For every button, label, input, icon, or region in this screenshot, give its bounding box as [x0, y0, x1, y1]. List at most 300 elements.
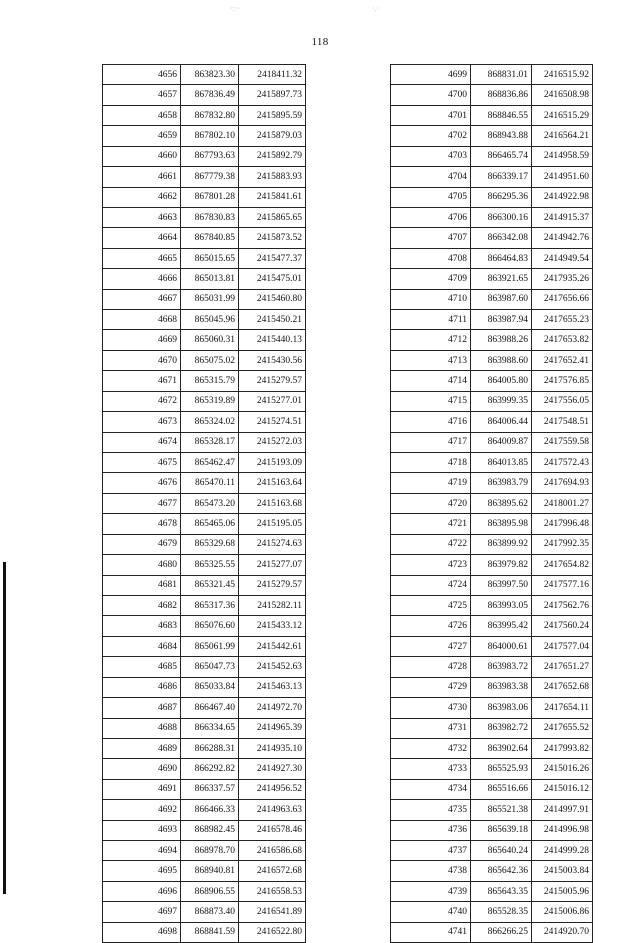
x-coordinate-cell: 865473.20 — [181, 493, 239, 513]
point-number-cell: 4707 — [391, 228, 471, 248]
point-number-cell: 4656 — [103, 65, 181, 85]
y-coordinate-cell: 2415430.56 — [239, 350, 306, 370]
point-number-cell: 4710 — [391, 289, 471, 309]
point-number-cell: 4658 — [103, 105, 181, 125]
x-coordinate-cell: 865031.99 — [181, 289, 239, 309]
table-row — [391, 167, 593, 187]
x-coordinate-cell: 863895.62 — [471, 493, 532, 513]
table-row — [391, 779, 593, 799]
table-row — [103, 146, 306, 166]
point-number-cell: 4673 — [103, 412, 181, 432]
point-number-cell: 4693 — [103, 820, 181, 840]
point-number-cell: 4740 — [391, 902, 471, 922]
table-row — [391, 575, 593, 595]
x-coordinate-cell: 865516.66 — [471, 779, 532, 799]
table-row — [103, 371, 306, 391]
table-row — [391, 207, 593, 227]
table-row — [103, 575, 306, 595]
table-row — [103, 432, 306, 452]
x-coordinate-cell: 863823.30 — [181, 65, 239, 85]
point-number-cell: 4741 — [391, 922, 471, 942]
point-number-cell: 4738 — [391, 861, 471, 881]
table-row — [391, 861, 593, 881]
point-number-cell: 4714 — [391, 371, 471, 391]
table-row — [103, 595, 306, 615]
y-coordinate-cell: 2414996.98 — [532, 820, 593, 840]
x-coordinate-cell: 863987.60 — [471, 289, 532, 309]
y-coordinate-cell: 2417655.23 — [532, 310, 593, 330]
table-row — [391, 453, 593, 473]
x-coordinate-cell: 864000.61 — [471, 636, 532, 656]
table-row — [391, 881, 593, 901]
table-row — [391, 85, 593, 105]
table-row — [391, 432, 593, 452]
table-row — [103, 228, 306, 248]
point-number-cell: 4683 — [103, 616, 181, 636]
x-coordinate-cell: 866334.65 — [181, 718, 239, 738]
table-row — [103, 738, 306, 758]
y-coordinate-cell: 2416515.29 — [532, 105, 593, 125]
x-coordinate-cell: 863979.82 — [471, 555, 532, 575]
table-row — [103, 759, 306, 779]
y-coordinate-cell: 2416564.21 — [532, 126, 593, 146]
table-row — [103, 698, 306, 718]
table-row — [103, 207, 306, 227]
table-row — [103, 391, 306, 411]
y-coordinate-cell: 2415193.09 — [239, 453, 306, 473]
point-number-cell: 4732 — [391, 738, 471, 758]
point-number-cell: 4672 — [103, 391, 181, 411]
table-row — [391, 616, 593, 636]
x-coordinate-cell: 866342.08 — [471, 228, 532, 248]
table-row — [103, 636, 306, 656]
point-number-cell: 4739 — [391, 881, 471, 901]
point-number-cell: 4734 — [391, 779, 471, 799]
x-coordinate-cell: 868940.81 — [181, 861, 239, 881]
y-coordinate-cell: 2414949.54 — [532, 248, 593, 268]
table-row — [103, 350, 306, 370]
x-coordinate-cell: 865525.93 — [471, 759, 532, 779]
y-coordinate-cell: 2417651.27 — [532, 657, 593, 677]
y-coordinate-cell: 2416586.68 — [239, 841, 306, 861]
x-coordinate-cell: 865047.73 — [181, 657, 239, 677]
y-coordinate-cell: 2414935.10 — [239, 738, 306, 758]
y-coordinate-cell: 2415879.03 — [239, 126, 306, 146]
y-coordinate-cell: 2414956.52 — [239, 779, 306, 799]
y-coordinate-cell: 2414951.60 — [532, 167, 593, 187]
x-coordinate-cell: 865640.24 — [471, 841, 532, 861]
x-coordinate-cell: 864005.80 — [471, 371, 532, 391]
x-coordinate-cell: 863988.26 — [471, 330, 532, 350]
point-number-cell: 4713 — [391, 350, 471, 370]
table-row — [391, 228, 593, 248]
table-row — [103, 922, 306, 942]
y-coordinate-cell: 2417562.76 — [532, 595, 593, 615]
point-number-cell: 4696 — [103, 881, 181, 901]
x-coordinate-cell: 867779.38 — [181, 167, 239, 187]
x-coordinate-cell: 865317.36 — [181, 595, 239, 615]
table-row — [391, 146, 593, 166]
table-row — [391, 657, 593, 677]
point-number-cell: 4702 — [391, 126, 471, 146]
point-number-cell: 4697 — [103, 902, 181, 922]
point-number-cell: 4676 — [103, 473, 181, 493]
table-row — [103, 289, 306, 309]
table-row — [391, 922, 593, 942]
point-number-cell: 4657 — [103, 85, 181, 105]
x-coordinate-cell: 865319.89 — [181, 391, 239, 411]
point-number-cell: 4706 — [391, 207, 471, 227]
y-coordinate-cell: 2414922.98 — [532, 187, 593, 207]
point-number-cell: 4686 — [103, 677, 181, 697]
coordinate-table-right — [390, 64, 593, 943]
point-number-cell: 4717 — [391, 432, 471, 452]
x-coordinate-cell: 865075.02 — [181, 350, 239, 370]
y-coordinate-cell: 2415272.03 — [239, 432, 306, 452]
point-number-cell: 4691 — [103, 779, 181, 799]
x-coordinate-cell: 866339.17 — [471, 167, 532, 187]
table-row — [391, 473, 593, 493]
x-coordinate-cell: 868836.86 — [471, 85, 532, 105]
table-row — [103, 616, 306, 636]
x-coordinate-cell: 865470.11 — [181, 473, 239, 493]
table-row — [391, 718, 593, 738]
y-coordinate-cell: 2415895.59 — [239, 105, 306, 125]
point-number-cell: 4736 — [391, 820, 471, 840]
x-coordinate-cell: 866466.33 — [181, 800, 239, 820]
x-coordinate-cell: 865045.96 — [181, 310, 239, 330]
x-coordinate-cell: 865521.38 — [471, 800, 532, 820]
table-row — [391, 310, 593, 330]
y-coordinate-cell: 2415163.68 — [239, 493, 306, 513]
table-row — [103, 85, 306, 105]
point-number-cell: 4709 — [391, 269, 471, 289]
table-row — [103, 167, 306, 187]
y-coordinate-cell: 2414942.76 — [532, 228, 593, 248]
table-row — [103, 473, 306, 493]
point-number-cell: 4698 — [103, 922, 181, 942]
point-number-cell: 4694 — [103, 841, 181, 861]
table-row — [391, 555, 593, 575]
y-coordinate-cell: 2417560.24 — [532, 616, 593, 636]
x-coordinate-cell: 864009.87 — [471, 432, 532, 452]
point-number-cell: 4724 — [391, 575, 471, 595]
table-row — [103, 657, 306, 677]
point-number-cell: 4665 — [103, 248, 181, 268]
scan-noise: ·.· — [372, 4, 380, 13]
y-coordinate-cell: 2417653.82 — [532, 330, 593, 350]
x-coordinate-cell: 865033.84 — [181, 677, 239, 697]
y-coordinate-cell: 2414915.37 — [532, 207, 593, 227]
y-coordinate-cell: 2414997.91 — [532, 800, 593, 820]
y-coordinate-cell: 2414972.70 — [239, 698, 306, 718]
table-row — [391, 65, 593, 85]
x-coordinate-cell: 865639.18 — [471, 820, 532, 840]
x-coordinate-cell: 865324.02 — [181, 412, 239, 432]
y-coordinate-cell: 2415897.73 — [239, 85, 306, 105]
x-coordinate-cell: 863993.05 — [471, 595, 532, 615]
x-coordinate-cell: 866337.57 — [181, 779, 239, 799]
y-coordinate-cell: 2417652.68 — [532, 677, 593, 697]
point-number-cell: 4718 — [391, 453, 471, 473]
y-coordinate-cell: 2415195.05 — [239, 514, 306, 534]
y-coordinate-cell: 2415873.52 — [239, 228, 306, 248]
y-coordinate-cell: 2414965.39 — [239, 718, 306, 738]
x-coordinate-cell: 867830.83 — [181, 207, 239, 227]
x-coordinate-cell: 863902.64 — [471, 738, 532, 758]
point-number-cell: 4661 — [103, 167, 181, 187]
point-number-cell: 4723 — [391, 555, 471, 575]
x-coordinate-cell: 863987.94 — [471, 310, 532, 330]
x-coordinate-cell: 863983.06 — [471, 698, 532, 718]
y-coordinate-cell: 2417559.58 — [532, 432, 593, 452]
y-coordinate-cell: 2415016.12 — [532, 779, 593, 799]
point-number-cell: 4679 — [103, 534, 181, 554]
y-coordinate-cell: 2417654.11 — [532, 698, 593, 718]
point-number-cell: 4730 — [391, 698, 471, 718]
point-number-cell: 4675 — [103, 453, 181, 473]
y-coordinate-cell: 2417556.05 — [532, 391, 593, 411]
x-coordinate-cell: 866467.40 — [181, 698, 239, 718]
table-row — [103, 779, 306, 799]
table-row — [391, 493, 593, 513]
x-coordinate-cell: 864013.85 — [471, 453, 532, 473]
table-row — [391, 820, 593, 840]
y-coordinate-cell: 2414963.63 — [239, 800, 306, 820]
point-number-cell: 4660 — [103, 146, 181, 166]
y-coordinate-cell: 2414999.28 — [532, 841, 593, 861]
table-row — [103, 861, 306, 881]
y-coordinate-cell: 2415279.57 — [239, 575, 306, 595]
x-coordinate-cell: 865642.36 — [471, 861, 532, 881]
y-coordinate-cell: 2417996.48 — [532, 514, 593, 534]
x-coordinate-cell: 867793.63 — [181, 146, 239, 166]
y-coordinate-cell: 2415883.93 — [239, 167, 306, 187]
x-coordinate-cell: 865060.31 — [181, 330, 239, 350]
table-row — [103, 677, 306, 697]
y-coordinate-cell: 2415460.80 — [239, 289, 306, 309]
y-coordinate-cell: 2415450.21 — [239, 310, 306, 330]
y-coordinate-cell: 2415016.26 — [532, 759, 593, 779]
table-row — [391, 391, 593, 411]
point-number-cell: 4685 — [103, 657, 181, 677]
y-coordinate-cell: 2416541.89 — [239, 902, 306, 922]
point-number-cell: 4667 — [103, 289, 181, 309]
table-row — [103, 453, 306, 473]
table-row — [103, 65, 306, 85]
point-number-cell: 4659 — [103, 126, 181, 146]
point-number-cell: 4681 — [103, 575, 181, 595]
point-number-cell: 4733 — [391, 759, 471, 779]
point-number-cell: 4663 — [103, 207, 181, 227]
table-row — [391, 514, 593, 534]
y-coordinate-cell: 2415163.64 — [239, 473, 306, 493]
table-row — [391, 248, 593, 268]
table-row — [103, 718, 306, 738]
x-coordinate-cell: 865315.79 — [181, 371, 239, 391]
table-row — [103, 820, 306, 840]
x-coordinate-cell: 863999.35 — [471, 391, 532, 411]
binding-edge-mark — [3, 562, 6, 894]
point-number-cell: 4721 — [391, 514, 471, 534]
point-number-cell: 4728 — [391, 657, 471, 677]
y-coordinate-cell: 2415277.07 — [239, 555, 306, 575]
point-number-cell: 4729 — [391, 677, 471, 697]
table-row — [103, 514, 306, 534]
point-number-cell: 4737 — [391, 841, 471, 861]
y-coordinate-cell: 2417992.35 — [532, 534, 593, 554]
point-number-cell: 4705 — [391, 187, 471, 207]
x-coordinate-cell: 863997.50 — [471, 575, 532, 595]
x-coordinate-cell: 865321.45 — [181, 575, 239, 595]
point-number-cell: 4722 — [391, 534, 471, 554]
x-coordinate-cell: 867840.85 — [181, 228, 239, 248]
x-coordinate-cell: 863995.42 — [471, 616, 532, 636]
y-coordinate-cell: 2415274.63 — [239, 534, 306, 554]
coordinate-table-left-body — [103, 65, 306, 943]
y-coordinate-cell: 2415865.65 — [239, 207, 306, 227]
point-number-cell: 4690 — [103, 759, 181, 779]
y-coordinate-cell: 2414920.70 — [532, 922, 593, 942]
y-coordinate-cell: 2417655.52 — [532, 718, 593, 738]
table-row — [103, 800, 306, 820]
x-coordinate-cell: 865462.47 — [181, 453, 239, 473]
y-coordinate-cell: 2415003.84 — [532, 861, 593, 881]
point-number-cell: 4678 — [103, 514, 181, 534]
table-row — [103, 248, 306, 268]
x-coordinate-cell: 863988.60 — [471, 350, 532, 370]
x-coordinate-cell: 867832.80 — [181, 105, 239, 125]
y-coordinate-cell: 2415433.12 — [239, 616, 306, 636]
y-coordinate-cell: 2417577.16 — [532, 575, 593, 595]
table-row — [391, 759, 593, 779]
x-coordinate-cell: 863895.98 — [471, 514, 532, 534]
y-coordinate-cell: 2415005.96 — [532, 881, 593, 901]
x-coordinate-cell: 865329.68 — [181, 534, 239, 554]
point-number-cell: 4719 — [391, 473, 471, 493]
y-coordinate-cell: 2416515.92 — [532, 65, 593, 85]
y-coordinate-cell: 2415452.63 — [239, 657, 306, 677]
y-coordinate-cell: 2417548.51 — [532, 412, 593, 432]
table-row — [103, 310, 306, 330]
x-coordinate-cell: 866288.31 — [181, 738, 239, 758]
y-coordinate-cell: 2416522.80 — [239, 922, 306, 942]
y-coordinate-cell: 2415477.37 — [239, 248, 306, 268]
y-coordinate-cell: 2416572.68 — [239, 861, 306, 881]
point-number-cell: 4692 — [103, 800, 181, 820]
table-row — [391, 289, 593, 309]
x-coordinate-cell: 868978.70 — [181, 841, 239, 861]
table-row — [391, 187, 593, 207]
point-number-cell: 4726 — [391, 616, 471, 636]
x-coordinate-cell: 864006.44 — [471, 412, 532, 432]
y-coordinate-cell: 2415279.57 — [239, 371, 306, 391]
table-row — [103, 412, 306, 432]
y-coordinate-cell: 2415463.13 — [239, 677, 306, 697]
point-number-cell: 4725 — [391, 595, 471, 615]
y-coordinate-cell: 2417652.41 — [532, 350, 593, 370]
point-number-cell: 4670 — [103, 350, 181, 370]
y-coordinate-cell: 2418001.27 — [532, 493, 593, 513]
x-coordinate-cell: 865328.17 — [181, 432, 239, 452]
y-coordinate-cell: 2414927.30 — [239, 759, 306, 779]
point-number-cell: 4731 — [391, 718, 471, 738]
point-number-cell: 4727 — [391, 636, 471, 656]
y-coordinate-cell: 2415440.13 — [239, 330, 306, 350]
coordinate-table-left — [102, 64, 306, 943]
point-number-cell: 4703 — [391, 146, 471, 166]
point-number-cell: 4682 — [103, 595, 181, 615]
table-row — [103, 881, 306, 901]
x-coordinate-cell: 863899.92 — [471, 534, 532, 554]
table-row — [103, 187, 306, 207]
point-number-cell: 4689 — [103, 738, 181, 758]
table-row — [103, 493, 306, 513]
x-coordinate-cell: 863983.72 — [471, 657, 532, 677]
point-number-cell: 4704 — [391, 167, 471, 187]
x-coordinate-cell: 866292.82 — [181, 759, 239, 779]
point-number-cell: 4666 — [103, 269, 181, 289]
table-row — [103, 105, 306, 125]
coordinate-table-right-body — [391, 65, 593, 943]
y-coordinate-cell: 2414958.59 — [532, 146, 593, 166]
x-coordinate-cell: 863983.79 — [471, 473, 532, 493]
scan-noise: ·:·· — [230, 4, 241, 13]
point-number-cell: 4674 — [103, 432, 181, 452]
x-coordinate-cell: 863921.65 — [471, 269, 532, 289]
y-coordinate-cell: 2415475.01 — [239, 269, 306, 289]
x-coordinate-cell: 866300.16 — [471, 207, 532, 227]
table-row — [391, 698, 593, 718]
x-coordinate-cell: 865465.06 — [181, 514, 239, 534]
y-coordinate-cell: 2418411.32 — [239, 65, 306, 85]
table-row — [391, 738, 593, 758]
x-coordinate-cell: 863983.38 — [471, 677, 532, 697]
table-row — [391, 412, 593, 432]
y-coordinate-cell: 2417654.82 — [532, 555, 593, 575]
table-row — [391, 330, 593, 350]
y-coordinate-cell: 2415442.61 — [239, 636, 306, 656]
x-coordinate-cell: 866464.83 — [471, 248, 532, 268]
table-row — [103, 269, 306, 289]
table-row — [103, 534, 306, 554]
page-number: 118 — [311, 36, 329, 48]
y-coordinate-cell: 2415892.79 — [239, 146, 306, 166]
x-coordinate-cell: 866295.36 — [471, 187, 532, 207]
table-row — [103, 330, 306, 350]
x-coordinate-cell: 866465.74 — [471, 146, 532, 166]
y-coordinate-cell: 2416508.98 — [532, 85, 593, 105]
point-number-cell: 4688 — [103, 718, 181, 738]
point-number-cell: 4677 — [103, 493, 181, 513]
table-row — [391, 105, 593, 125]
x-coordinate-cell: 867801.28 — [181, 187, 239, 207]
x-coordinate-cell: 868873.40 — [181, 902, 239, 922]
table-row — [103, 126, 306, 146]
y-coordinate-cell: 2417993.82 — [532, 738, 593, 758]
y-coordinate-cell: 2417576.85 — [532, 371, 593, 391]
point-number-cell: 4671 — [103, 371, 181, 391]
y-coordinate-cell: 2415277.01 — [239, 391, 306, 411]
point-number-cell: 4699 — [391, 65, 471, 85]
x-coordinate-cell: 868831.01 — [471, 65, 532, 85]
y-coordinate-cell: 2415282.11 — [239, 595, 306, 615]
x-coordinate-cell: 865528.35 — [471, 902, 532, 922]
point-number-cell: 4701 — [391, 105, 471, 125]
point-number-cell: 4669 — [103, 330, 181, 350]
x-coordinate-cell: 868846.55 — [471, 105, 532, 125]
point-number-cell: 4712 — [391, 330, 471, 350]
